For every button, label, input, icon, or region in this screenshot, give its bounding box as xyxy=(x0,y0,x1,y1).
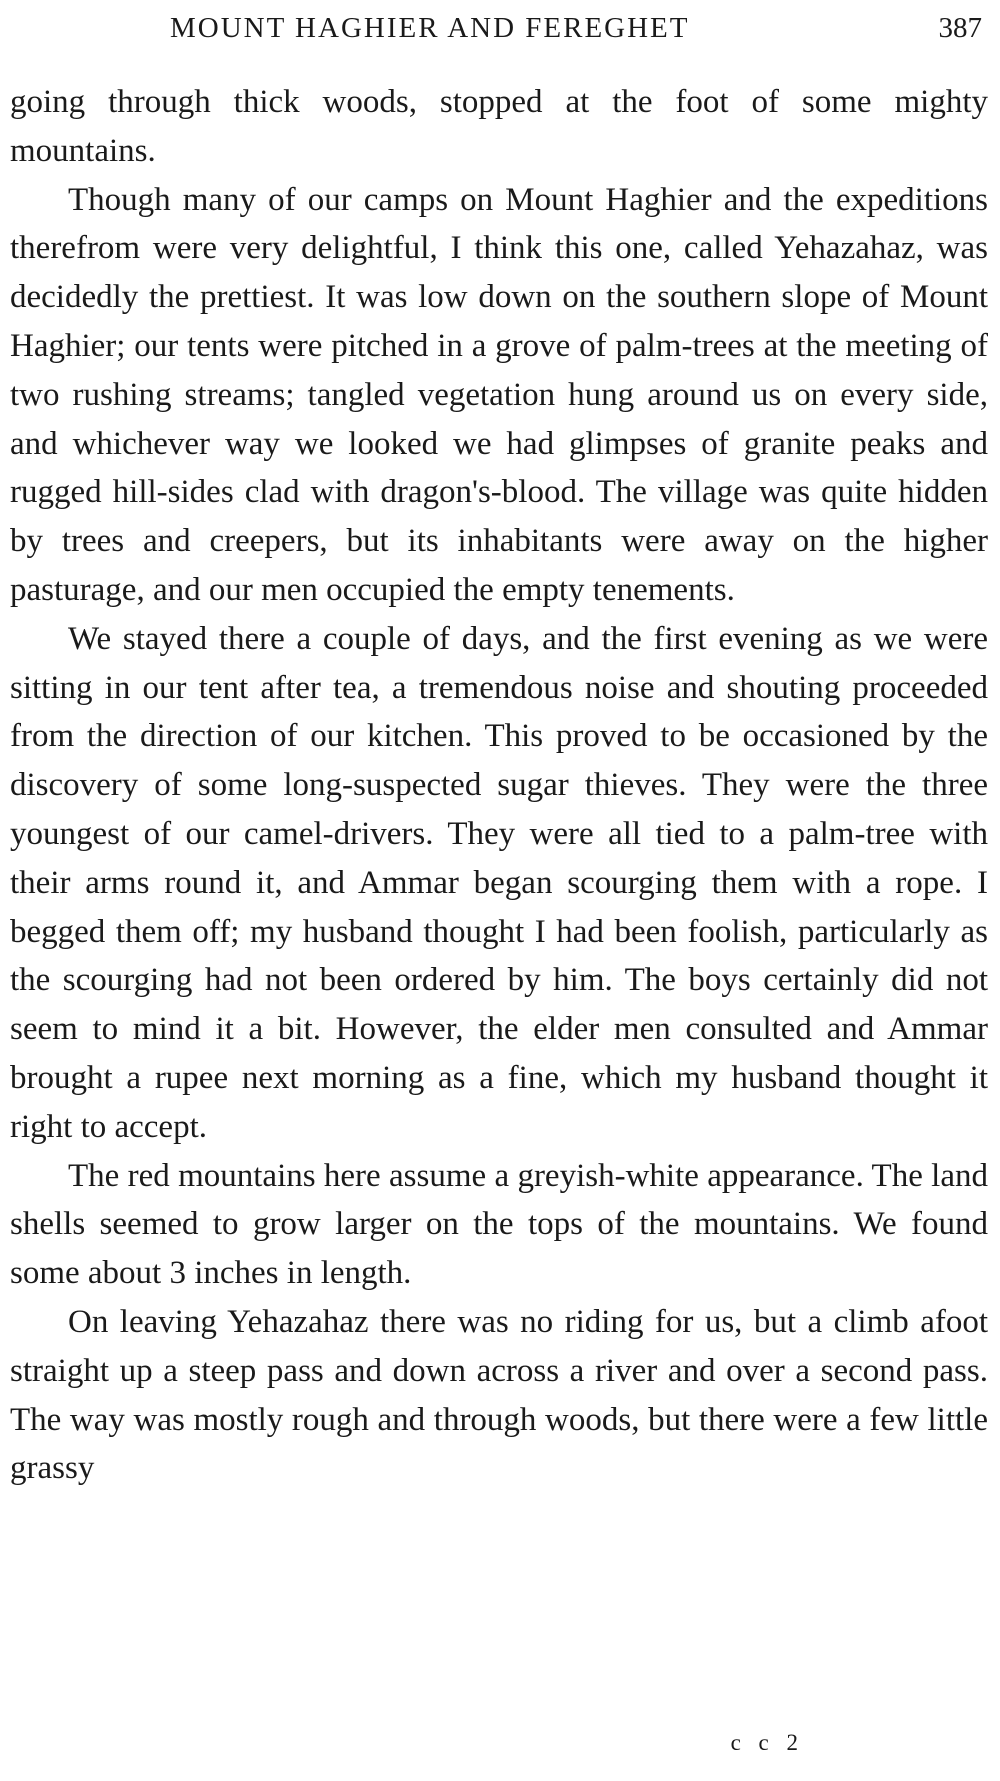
paragraph-continuation: going through thick woods, stopped at the foot of some mighty mountains. xyxy=(10,84,988,169)
book-page xyxy=(10,0,1000,1781)
page-number: 387 xyxy=(938,12,982,44)
body-text xyxy=(10,78,988,1493)
paragraph-yehazahaz-camp: Though many of our camps on Mount Haghier and the expeditions therefrom were very delightful, I think this one, called Yehazahaz, was decidedly the prettiest. It was low down on the southern slope of Mount Haghier; our tents were pitched in a grove of palm-trees at the meeting of two rushing streams; tangled vegetation hung around us on every side, and whichever way we looked we had glimpses of granite peaks and rugged hill-sides clad with dragon's-blood. The village was quite hidden by trees and creepers, but its inhabitants were away on the higher pasturage, and our men occupied the empty tenements. xyxy=(10,181,988,608)
paragraph-leaving-yehazahaz: On leaving Yehazahaz there was no riding for us, but a climb afoot straight up a steep pass and down across a river and over a second pass. The way was mostly rough and through woods, but there were a few little grassy xyxy=(10,1303,988,1487)
running-head xyxy=(10,8,1000,48)
signature-mark: c c 2 xyxy=(730,1730,804,1755)
paragraph-red-mountains: The red mountains here assume a greyish-white appearance. The land shells seemed to grow larger on the tops of the mountains. We found some about 3 inches in length. xyxy=(10,1157,988,1292)
running-head-title: MOUNT HAGHIER AND FEREGHET xyxy=(170,12,690,44)
paragraph-sugar-thieves: We stayed there a couple of days, and the first evening as we were sitting in our tent after tea, a tremendous noise and shouting proceeded from the direction of our kitchen. This proved to be occasioned by the discovery of some long-suspected sugar thieves. They were the three youngest of our camel-drivers. They were all tied to a palm-tree with their arms round it, and Ammar began scourging them with a rope. I begged them off; my husband thought I had been foolish, particularly as the scourging had not been ordered by him. The boys certainly did not seem to mind it a bit. However, the elder men consulted and Ammar brought a rupee next morning as a fine, which my husband thought it right to accept. xyxy=(10,620,988,1145)
